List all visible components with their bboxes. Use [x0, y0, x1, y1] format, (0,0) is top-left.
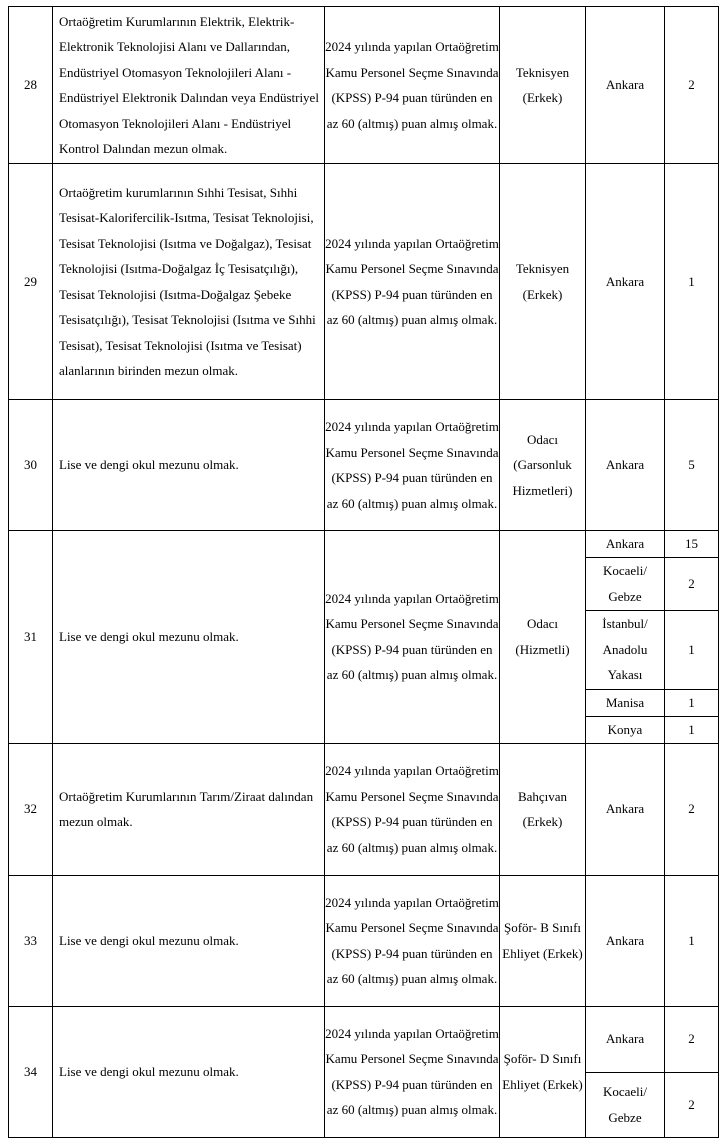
- location-cell: Kocaeli/ Gebze: [586, 557, 665, 610]
- location-cell: Konya: [586, 716, 665, 743]
- row-number: 30: [9, 400, 53, 531]
- position-title-cell: Odacı (Garsonluk Hizmetleri): [500, 400, 586, 531]
- table-row: [9, 7, 719, 164]
- row-number: 28: [9, 7, 53, 164]
- table-row: [9, 164, 719, 400]
- row-number: 32: [9, 743, 53, 875]
- location-cell: Ankara: [586, 531, 665, 558]
- requirement-cell: Lise ve dengi okul mezunu olmak.: [53, 1006, 325, 1137]
- requirement-cell: Ortaöğretim kurumlarının Sıhhi Tesisat, Sıhhi Tesisat-Kalorifercilik-Isıtma, Tesisat Teknolojisi, Tesisat Teknolojisi (Isıtma ve Doğalgaz), Tesisat Teknolojisi (Isıtma-Doğalgaz İç Tesisatçılığı), Tesisat Teknolojisi (Isıtma-Doğalgaz Şebeke Tesisatçılığı), Tesisat Teknolojisi (Isıtma ve Sıhhi Tesisat), Tesisat Teknolojisi (Isıtma ve Tesisat) alanlarının birinden mezun olmak.: [53, 164, 325, 400]
- requirement-cell: Lise ve dengi okul mezunu olmak.: [53, 875, 325, 1006]
- count-cell: 2: [665, 1006, 719, 1072]
- count-cell: 5: [665, 400, 719, 531]
- location-cell: Ankara: [586, 400, 665, 531]
- count-cell: 1: [665, 689, 719, 716]
- count-cell: 2: [665, 743, 719, 875]
- table-row: [9, 743, 719, 875]
- table-row: [9, 531, 719, 558]
- location-cell: Ankara: [586, 743, 665, 875]
- count-cell: 2: [665, 1072, 719, 1137]
- requirement-cell: Ortaöğretim Kurumlarının Elektrik, Elektrik-Elektronik Teknolojisi Alanı ve Dallarından, Endüstriyel Otomasyon Teknolojileri Alanı - Endüstriyel Elektronik Dalından veya Endüstriyel Otomasyon Teknolojileri Alanı - Endüstriyel Kontrol Dalından mezun olmak.: [53, 7, 325, 164]
- count-cell: 1: [665, 716, 719, 743]
- table-row: [9, 400, 719, 531]
- count-cell: 2: [665, 7, 719, 164]
- exam-requirement-cell: 2024 yılında yapılan Ortaöğretim Kamu Personel Seçme Sınavında (KPSS) P-94 puan türünden en az 60 (altmış) puan almış olmak.: [325, 531, 500, 744]
- count-cell: 1: [665, 610, 719, 689]
- position-title-cell: Bahçıvan (Erkek): [500, 743, 586, 875]
- position-title-cell: Şoför- D Sınıfı Ehliyet (Erkek): [500, 1006, 586, 1137]
- position-title-cell: Şoför- B Sınıfı Ehliyet (Erkek): [500, 875, 586, 1006]
- positions-table-body: [9, 7, 719, 1138]
- document-page: [8, 6, 718, 1138]
- requirement-cell: Lise ve dengi okul mezunu olmak.: [53, 400, 325, 531]
- position-title-cell: Teknisyen (Erkek): [500, 164, 586, 400]
- count-cell: 1: [665, 875, 719, 1006]
- row-number: 33: [9, 875, 53, 1006]
- positions-table: [8, 6, 719, 1138]
- requirement-cell: Lise ve dengi okul mezunu olmak.: [53, 531, 325, 744]
- exam-requirement-cell: 2024 yılında yapılan Ortaöğretim Kamu Personel Seçme Sınavında (KPSS) P-94 puan türünden en az 60 (altmış) puan almış olmak.: [325, 1006, 500, 1137]
- location-cell: Manisa: [586, 689, 665, 716]
- position-title-cell: Odacı (Hizmetli): [500, 531, 586, 744]
- exam-requirement-cell: 2024 yılında yapılan Ortaöğretim Kamu Personel Seçme Sınavında (KPSS) P-94 puan türünden en az 60 (altmış) puan almış olmak.: [325, 400, 500, 531]
- location-cell: Ankara: [586, 7, 665, 164]
- location-cell: Ankara: [586, 1006, 665, 1072]
- location-cell: Kocaeli/ Gebze: [586, 1072, 665, 1137]
- table-row: [9, 1006, 719, 1072]
- position-title-cell: Teknisyen (Erkek): [500, 7, 586, 164]
- exam-requirement-cell: 2024 yılında yapılan Ortaöğretim Kamu Personel Seçme Sınavında (KPSS) P-94 puan türünden en az 60 (altmış) puan almış olmak.: [325, 875, 500, 1006]
- count-cell: 1: [665, 164, 719, 400]
- requirement-cell: Ortaöğretim Kurumlarının Tarım/Ziraat dalından mezun olmak.: [53, 743, 325, 875]
- count-cell: 2: [665, 557, 719, 610]
- exam-requirement-cell: 2024 yılında yapılan Ortaöğretim Kamu Personel Seçme Sınavında (KPSS) P-94 puan türünden en az 60 (altmış) puan almış olmak.: [325, 164, 500, 400]
- location-cell: İstanbul/ Anadolu Yakası: [586, 610, 665, 689]
- location-cell: Ankara: [586, 875, 665, 1006]
- count-cell: 15: [665, 531, 719, 558]
- row-number: 31: [9, 531, 53, 744]
- row-number: 34: [9, 1006, 53, 1137]
- row-number: 29: [9, 164, 53, 400]
- exam-requirement-cell: 2024 yılında yapılan Ortaöğretim Kamu Personel Seçme Sınavında (KPSS) P-94 puan türünden en az 60 (altmış) puan almış olmak.: [325, 743, 500, 875]
- exam-requirement-cell: 2024 yılında yapılan Ortaöğretim Kamu Personel Seçme Sınavında (KPSS) P-94 puan türünden en az 60 (altmış) puan almış olmak.: [325, 7, 500, 164]
- table-row: [9, 875, 719, 1006]
- location-cell: Ankara: [586, 164, 665, 400]
